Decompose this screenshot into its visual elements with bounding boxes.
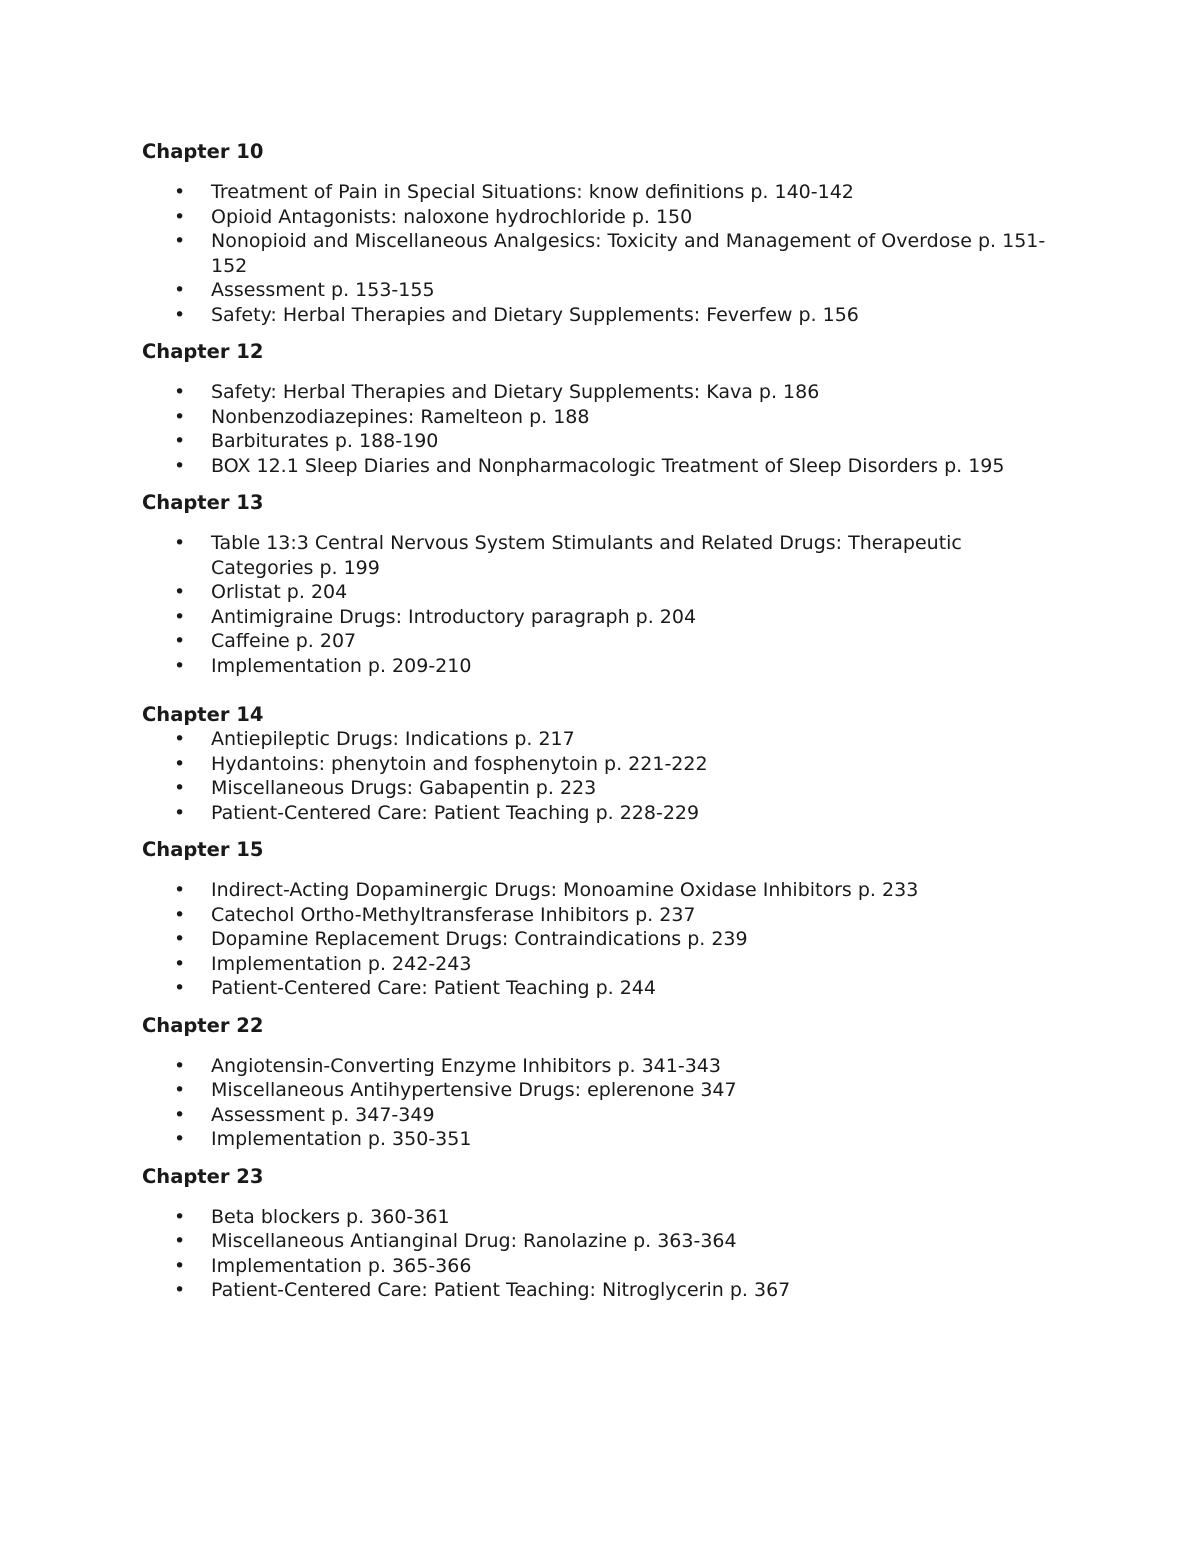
chapter-item-list (142, 727, 1062, 825)
item-text: Treatment of Pain in Special Situations: know definitions p. 140-142 (211, 181, 854, 203)
item-text: Safety: Herbal Therapies and Dietary Supplements: Kava p. 186 (211, 381, 820, 403)
item-text: Patient-Centered Care: Patient Teaching p. 228-229 (211, 801, 700, 824)
item-text: Barbiturates p. 188-190 (211, 430, 439, 452)
item-text: BOX 12.1 Sleep Diaries and Nonpharmacologic Treatment of Sleep Disorders p. 195 (211, 454, 1005, 477)
bullet-icon: • (174, 1279, 186, 1301)
bullet-icon: • (174, 205, 186, 228)
chapter-heading: Chapter 15 (142, 838, 264, 861)
list-item (142, 1278, 1062, 1303)
list-item (142, 1229, 1062, 1254)
bullet-icon: • (174, 879, 186, 901)
item-text: Miscellaneous Antianginal Drug: Ranolazine p. 363-364 (211, 1230, 737, 1252)
list-item (142, 180, 1062, 205)
list-item (142, 1127, 1062, 1152)
bullet-icon: • (174, 405, 186, 428)
bullet-icon: • (174, 1230, 186, 1252)
chapter-section-15 (142, 836, 1062, 1001)
chapter-section-14 (142, 701, 1062, 825)
list-item (142, 1205, 1062, 1230)
bullet-icon: • (174, 1128, 186, 1150)
item-text: Opioid Antagonists: naloxone hydrochloride p. 150 (211, 205, 693, 228)
bullet-icon: • (174, 1205, 186, 1228)
item-text: Dopamine Replacement Drugs: Contraindications p. 239 (211, 928, 748, 950)
chapter-item-list (142, 878, 1062, 1001)
item-text: Miscellaneous Antihypertensive Drugs: eplerenone 347 (211, 1079, 737, 1101)
chapter-item-list (142, 180, 1062, 327)
chapter-item-list (142, 531, 1062, 678)
chapter-heading: Chapter 22 (142, 1013, 264, 1037)
item-text: Table 13:3 Central Nervous System Stimulants and Related Drugs: Therapeutic Categories p. 199 (211, 532, 962, 579)
chapter-section-12 (142, 338, 1062, 478)
list-item (142, 903, 1062, 928)
bullet-icon: • (174, 728, 186, 750)
chapter-heading: Chapter 13 (142, 491, 264, 514)
list-item (142, 801, 1062, 826)
list-item (142, 454, 1062, 479)
item-text: Antiepileptic Drugs: Indications p. 217 (211, 728, 575, 750)
item-text: Safety: Herbal Therapies and Dietary Supplements: Feverfew p. 156 (211, 303, 859, 326)
list-item (142, 205, 1062, 230)
bullet-icon: • (174, 1054, 186, 1077)
item-text: Catechol Ortho-Methyltransferase Inhibitors p. 237 (211, 903, 696, 926)
chapter-section-13 (142, 489, 1062, 678)
item-text: Beta blockers p. 360-361 (211, 1205, 450, 1228)
bullet-icon: • (174, 903, 186, 926)
bullet-icon: • (174, 279, 186, 301)
list-item (142, 429, 1062, 454)
list-item (142, 654, 1062, 679)
list-item (142, 278, 1062, 303)
item-text: Nonopioid and Miscellaneous Analgesics: Toxicity and Management of Overdose p. 151-152 (211, 230, 1046, 277)
item-text: Indirect-Acting Dopaminergic Drugs: Monoamine Oxidase Inhibitors p. 233 (211, 879, 919, 901)
chapter-item-list (142, 1054, 1062, 1152)
bullet-icon: • (174, 230, 186, 252)
list-item (142, 605, 1062, 630)
list-item (142, 380, 1062, 405)
chapter-heading: Chapter 23 (142, 1164, 264, 1188)
bullet-icon: • (174, 430, 186, 452)
bullet-icon: • (174, 1079, 186, 1101)
bullet-icon: • (174, 181, 186, 203)
item-text: Implementation p. 242-243 (211, 952, 472, 975)
item-text: Nonbenzodiazepines: Ramelteon p. 188 (211, 405, 590, 428)
item-text: Implementation p. 350-351 (211, 1128, 472, 1150)
bullet-icon: • (174, 801, 186, 824)
list-item (142, 752, 1062, 777)
bullet-icon: • (174, 928, 186, 950)
list-item (142, 1078, 1062, 1103)
list-item (142, 629, 1062, 654)
chapter-heading: Chapter 10 (142, 140, 264, 163)
item-text: Angiotensin-Converting Enzyme Inhibitors p. 341-343 (211, 1054, 721, 1077)
bullet-icon: • (174, 581, 186, 603)
bullet-icon: • (174, 630, 186, 652)
list-item (142, 303, 1062, 328)
bullet-icon: • (174, 454, 186, 477)
item-text: Orlistat p. 204 (211, 581, 348, 603)
list-item (142, 531, 1062, 580)
item-text: Miscellaneous Drugs: Gabapentin p. 223 (211, 777, 597, 799)
item-text: Assessment p. 347-349 (211, 1103, 435, 1126)
list-item (142, 776, 1062, 801)
item-text: Patient-Centered Care: Patient Teaching: Nitroglycerin p. 367 (211, 1279, 791, 1301)
item-text: Implementation p. 365-366 (211, 1254, 472, 1277)
chapter-heading: Chapter 12 (142, 340, 264, 363)
bullet-icon: • (174, 381, 186, 403)
list-item (142, 727, 1062, 752)
list-item (142, 927, 1062, 952)
bullet-icon: • (174, 977, 186, 999)
chapter-heading: Chapter 14 (142, 703, 264, 726)
list-item (142, 229, 1062, 278)
chapter-section-23 (142, 1163, 1062, 1303)
list-item (142, 580, 1062, 605)
list-item (142, 1254, 1062, 1279)
bullet-icon: • (174, 303, 186, 326)
list-item (142, 405, 1062, 430)
bullet-icon: • (174, 777, 186, 799)
list-item (142, 1103, 1062, 1128)
bullet-icon: • (174, 654, 186, 677)
bullet-icon: • (174, 1254, 186, 1277)
chapter-item-list (142, 1205, 1062, 1303)
list-item (142, 976, 1062, 1001)
chapter-item-list (142, 380, 1062, 478)
item-text: Hydantoins: phenytoin and fosphenytoin p. 221-222 (211, 752, 708, 775)
item-text: Caffeine p. 207 (211, 630, 357, 652)
list-item (142, 1054, 1062, 1079)
bullet-icon: • (174, 532, 186, 554)
document-body (142, 138, 1062, 1303)
item-text: Antimigraine Drugs: Introductory paragraph p. 204 (211, 605, 697, 628)
item-text: Implementation p. 209-210 (211, 654, 472, 677)
chapter-section-22 (142, 1012, 1062, 1152)
bullet-icon: • (174, 1103, 186, 1126)
list-item (142, 878, 1062, 903)
bullet-icon: • (174, 605, 186, 628)
chapter-section-10 (142, 138, 1062, 327)
list-item (142, 952, 1062, 977)
item-text: Assessment p. 153-155 (211, 279, 435, 301)
item-text: Patient-Centered Care: Patient Teaching p. 244 (211, 977, 656, 999)
bullet-icon: • (174, 752, 186, 775)
bullet-icon: • (174, 952, 186, 975)
